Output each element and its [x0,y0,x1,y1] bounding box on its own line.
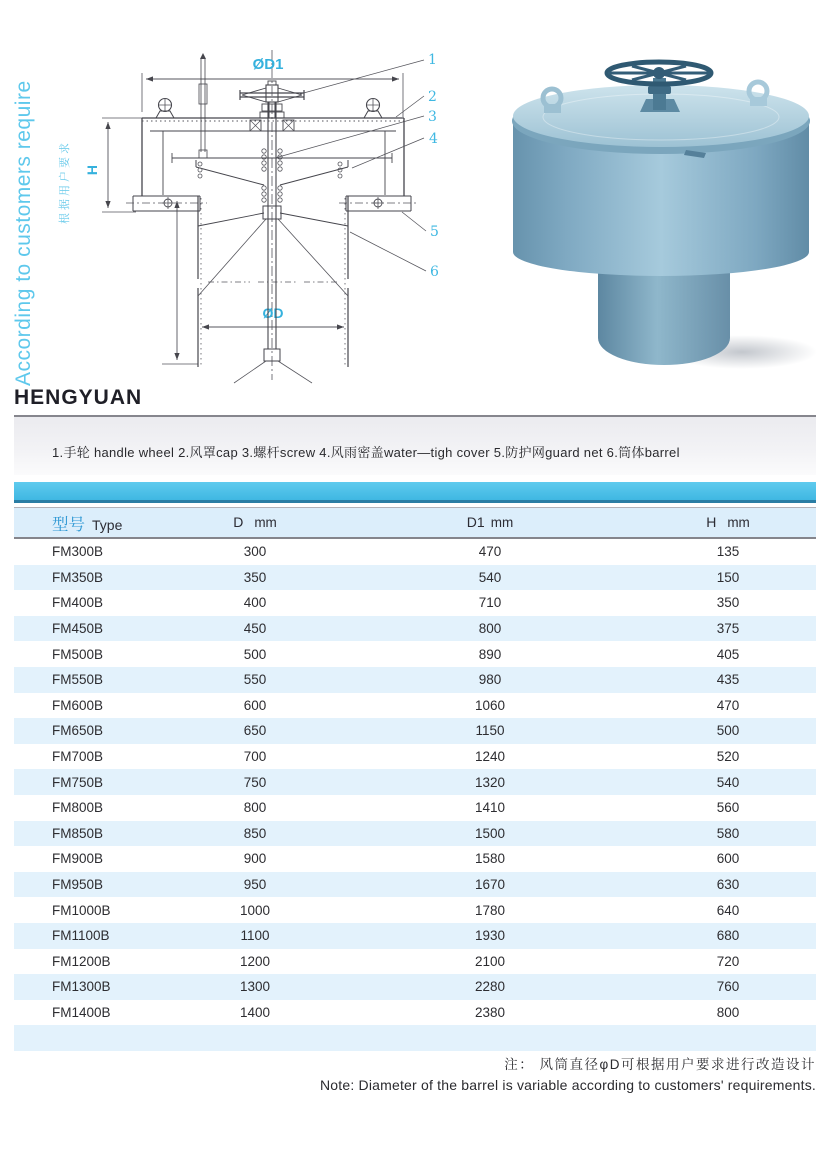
parts-legend [14,417,816,475]
cell-value: 2380 [474,1004,506,1020]
cell-type: FM1000B [52,902,111,918]
cell-value: 890 [478,646,502,662]
cell-value: 1410 [474,800,506,816]
cell-value: 1000 [239,902,271,918]
notes-block [320,1053,816,1093]
cell-type: FM500B [52,646,104,662]
cell-value: 900 [243,851,267,867]
table-row [14,693,816,719]
part-label-1: 1 [428,52,437,68]
cell-value: 720 [716,953,740,969]
barrel [198,196,348,383]
technical-drawing [84,42,460,388]
note-chinese: 注： 风筒直径φD可根据用户要求进行改造设计 [504,1057,816,1072]
cell-value: 950 [243,877,267,893]
part-label-4: 4 [429,131,438,147]
dimension-h [84,118,144,212]
cell-value: 1320 [474,774,506,790]
header-h [640,508,816,539]
cell-type: FM350B [52,569,104,585]
cell-value: 1670 [474,877,506,893]
dimension-d [202,305,344,327]
cell-value: 470 [716,697,740,713]
table-row [14,667,816,693]
eyebolt-right [364,98,382,118]
header-d-unit: mm [254,514,277,530]
housing-cap [142,118,404,196]
cell-value: 500 [716,723,740,739]
cell-value: 400 [243,595,267,611]
cell-value: 800 [716,1004,740,1020]
table-row [14,897,816,923]
cell-value: 580 [716,825,740,841]
header-d [170,508,340,539]
table-row [14,769,816,795]
header-h-unit: mm [727,514,750,530]
cell-value: 700 [243,749,267,765]
cell-type: FM400B [52,595,104,611]
cell-value: 300 [243,544,267,560]
cell-type: FM450B [52,621,104,637]
cell-value: 640 [716,902,740,918]
dim-d1-label: ØD1 [252,56,284,73]
part-label-2: 2 [428,89,437,105]
eyebolt-left [156,98,174,118]
cell-type: FM950B [52,877,104,893]
cell-value: 470 [478,544,502,560]
cell-value: 1500 [474,825,506,841]
dim-h-label: H [84,164,100,176]
cell-value: 1060 [474,697,506,713]
table-row [14,744,816,770]
cell-type: FM700B [52,749,104,765]
table-row [14,795,816,821]
cell-type: FM750B [52,774,104,790]
cell-value: 375 [716,621,740,637]
dim-d-label: ØD [262,305,284,321]
table-row [14,872,816,898]
cell-value: 710 [478,595,502,611]
table-header-row [14,508,816,539]
cell-value: 1400 [239,1004,271,1020]
header-d1 [340,508,640,539]
table-row [14,821,816,847]
cell-value: 800 [243,800,267,816]
cell-value: 2100 [474,953,506,969]
part-label-5: 5 [430,224,439,240]
cell-value: 850 [243,825,267,841]
cell-type: FM300B [52,544,104,560]
cell-value: 1930 [474,928,506,944]
cell-value: 760 [716,979,740,995]
product-photo [495,40,825,390]
spec-table-body [14,538,816,1051]
cell-value: 680 [716,928,740,944]
header-d1-unit: mm [490,514,514,530]
note-english: Note: Diameter of the barrel is variable according to customers' requirements. [319,1077,816,1093]
cell-value: 550 [243,672,267,688]
cell-value: 1150 [475,723,505,739]
part-label-3: 3 [428,109,437,125]
spec-table [14,507,816,1051]
cell-value: 650 [243,723,267,739]
cell-value: 1200 [239,953,271,969]
cell-empty [14,1025,816,1051]
cell-value: 150 [716,569,740,585]
cell-value: 520 [716,749,740,765]
cell-type: FM550B [52,672,104,688]
table-row [14,923,816,949]
cell-value: 1580 [474,851,506,867]
cell-type: FM1400B [52,1004,111,1020]
cell-value: 450 [243,621,267,637]
cell-value: 2280 [474,979,506,995]
flange-right [339,196,418,211]
cell-value: 1100 [240,928,270,944]
table-row [14,641,816,667]
dimension-barrel-length [162,201,198,364]
table-row [14,974,816,1000]
dimension-d1 [142,56,403,117]
cell-value: 980 [478,672,502,688]
table-row [14,1000,816,1026]
cell-value: 630 [716,877,740,893]
cell-type: FM900B [52,851,104,867]
table-row [14,590,816,616]
part-label-6: 6 [430,264,439,280]
cell-value: 405 [716,646,740,662]
cell-value: 750 [243,774,267,790]
cell-value: 500 [243,646,267,662]
header-type [14,508,170,539]
cell-type: FM850B [52,825,104,841]
cell-value: 1780 [474,902,506,918]
cell-value: 800 [478,621,502,637]
brand-title: HENGYUAN [14,386,816,417]
flange-left [126,196,207,211]
cell-value: 600 [716,851,740,867]
cell-value: 435 [716,672,740,688]
header-d-label: D [233,513,244,530]
table-row [14,949,816,975]
cell-type: FM600B [52,697,104,713]
table-row [14,846,816,872]
header-d1-label: D1 [466,513,485,530]
cell-type: FM1300B [52,979,111,995]
cell-type: FM650B [52,723,104,739]
cell-value: 540 [716,774,740,790]
side-banner-english: According to customers require [12,80,35,386]
cell-type: FM1100B [52,928,110,944]
cell-value: 1240 [474,749,506,765]
parts-legend-text: 1.手轮 handle wheel 2.风罩cap 3.螺杆screw 4.风雨密盖water—tigh cover 5.防护网guard net 6.筒体barrel [52,445,680,460]
header-type-en: Type [92,516,123,533]
cell-value: 350 [716,595,740,611]
cell-type: FM800B [52,800,104,816]
cell-value: 540 [478,569,502,585]
header-type-zh: 型号 [52,515,85,534]
accent-band [14,482,816,503]
cell-value: 600 [243,697,267,713]
cell-value: 135 [716,544,740,560]
adjusting-rod [199,53,207,158]
cell-value: 350 [243,569,267,585]
table-row [14,538,816,565]
table-row [14,565,816,591]
table-empty-row [14,1025,816,1051]
table-row [14,616,816,642]
table-row [14,718,816,744]
header-h-label: H [706,513,717,530]
cell-value: 560 [716,800,740,816]
side-banner-chinese: 根据用户要求 [59,140,71,224]
cell-value: 1300 [239,979,271,995]
cell-type: FM1200B [52,953,111,969]
